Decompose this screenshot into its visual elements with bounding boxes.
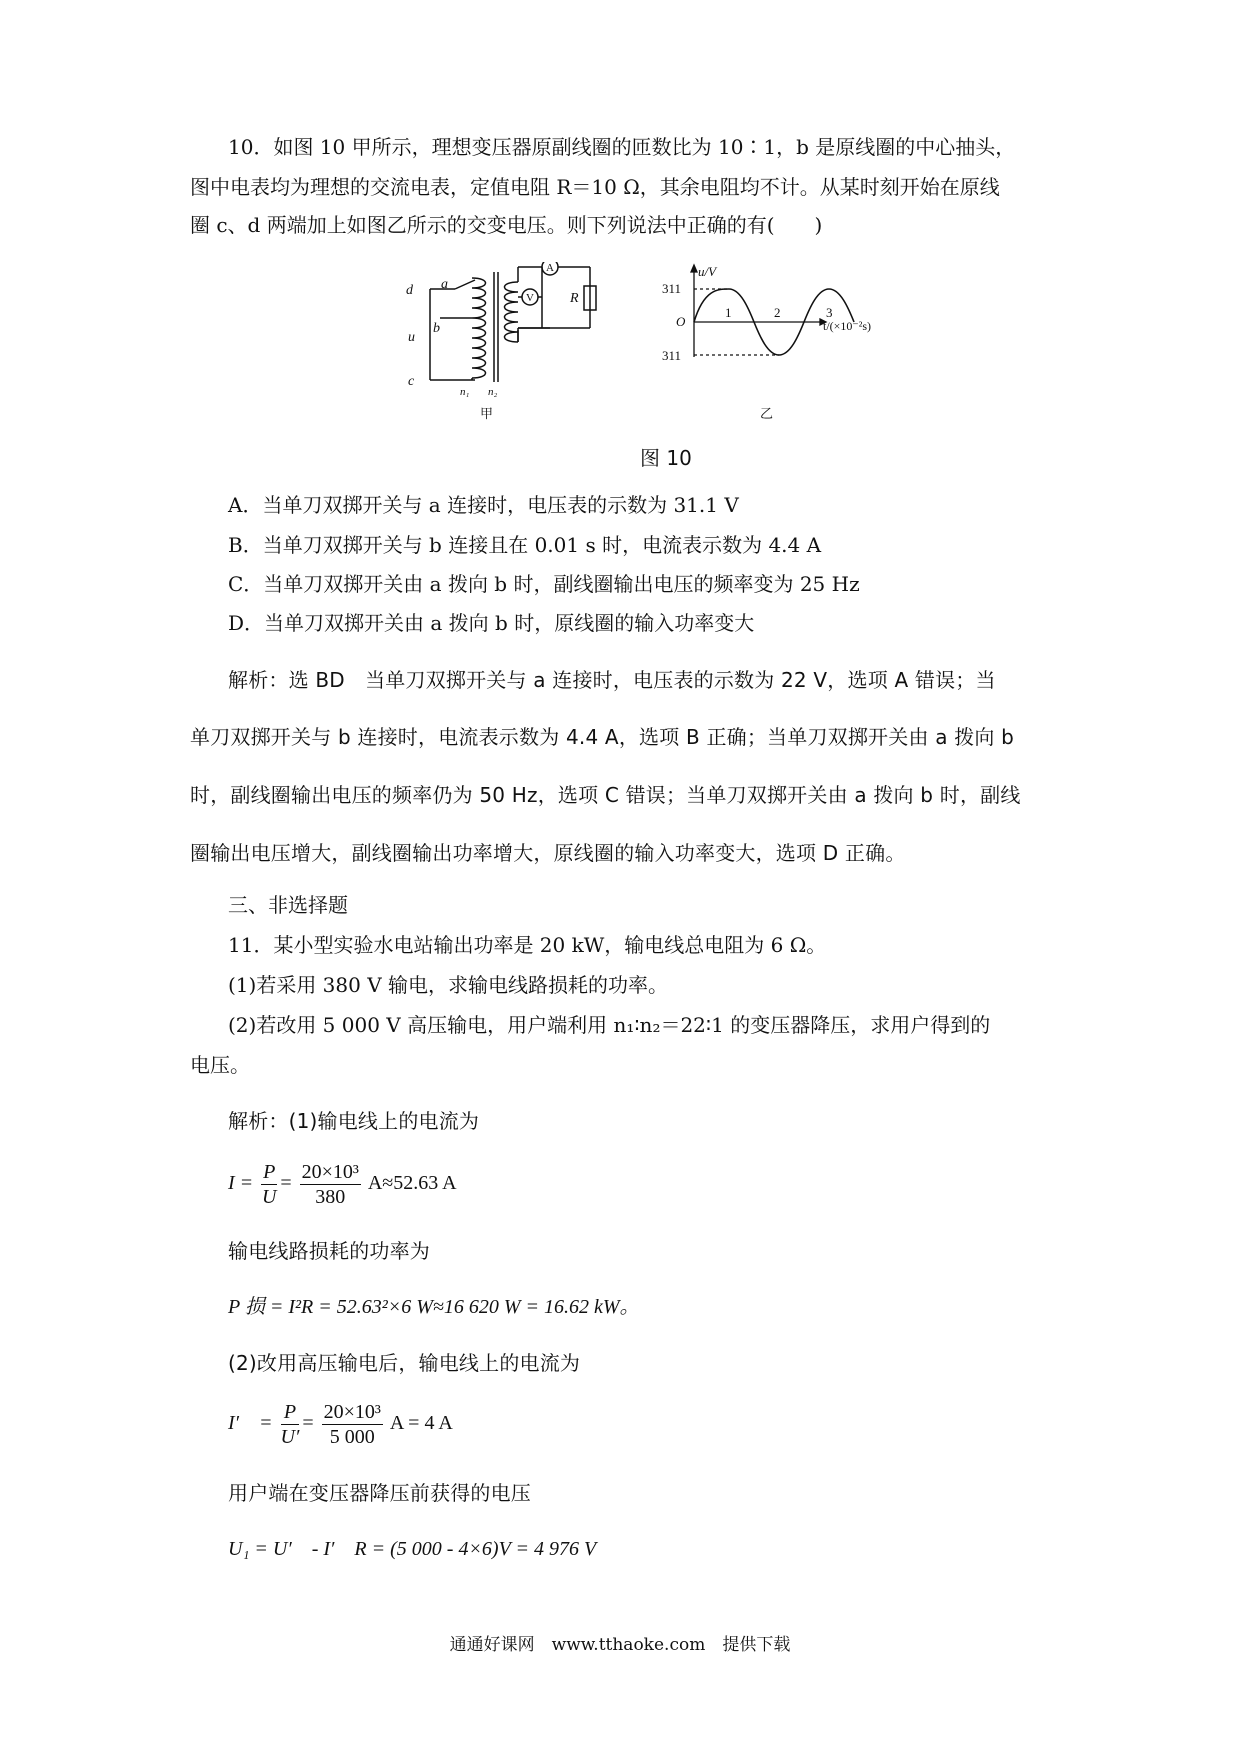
option-b: B．当单刀双掷开关与 b 连接且在 0.01 s 时，电流表示数为 4.4 A [228, 533, 822, 557]
eq1-rhs: A≈52.63 A [367, 1172, 457, 1194]
label-A: A [546, 262, 554, 274]
graph-xlabel: t/(×10⁻²s) [823, 319, 872, 333]
q11-sol1: 解析：(1)输电线上的电流为 [228, 1109, 480, 1133]
eq1-p: P [263, 1160, 276, 1183]
eq1-den: 380 [315, 1185, 346, 1208]
label-d: d [406, 283, 413, 298]
option-a: A．当单刀双掷开关与 a 连接时，电压表的示数为 31.1 V [228, 493, 739, 517]
eq3-lhs: I′ = [228, 1412, 273, 1434]
label-a: a [441, 277, 448, 292]
q11-part2a: (2)若改用 5 000 V 高压输电，用户端利用 n₁∶n₂＝22∶1 的变压器降压，求用户得到的 [228, 1013, 991, 1037]
q11-sol2: 输电线路损耗的功率为 [228, 1239, 430, 1263]
section-heading: 三、非选择题 [228, 893, 348, 917]
eq3-num: 20×10³ [323, 1400, 381, 1423]
q11-stem: 11．某小型实验水电站输出功率是 20 kW，输电线总电阻为 6 Ω。 [228, 933, 827, 957]
eq3-frac-pu [281, 1400, 300, 1449]
eq1-frac-values [300, 1160, 361, 1209]
label-n2: n₂ [488, 386, 498, 398]
option-c: C．当单刀双掷开关由 a 拨向 b 时，副线圈输出电压的频率变为 25 Hz [228, 572, 860, 596]
label-c: c [408, 374, 415, 389]
q10-analysis-3: 时，副线圈输出电压的频率仍为 50 Hz，选项 C 错误；当单刀双掷开关由 a 拨向 b 时，副线 [190, 783, 1021, 807]
equation-2: P 损 = I²R = 52.63²×6 W≈16 620 W = 16.62 kW。 [228, 1296, 640, 1318]
q10-line1: 10．如图 10 甲所示，理想变压器原副线圈的匝数比为 10∶1，b 是原线圈的中心抽头， [228, 135, 1016, 159]
eq3-den: 5 000 [329, 1425, 375, 1448]
q10-line3: 圈 c、d 两端加上如图乙所示的交变电压。则下列说法中正确的有( ) [190, 213, 823, 237]
circuit-diagram [400, 262, 640, 422]
q11-sol3: (2)改用高压输电后，输电线上的电流为 [228, 1351, 581, 1375]
eq3-u: U′ [280, 1425, 300, 1448]
eq3-rhs: A = 4 A [389, 1412, 453, 1434]
equation-4: U₁ = U′ - I′ R = (5 000 - 4×6)V = 4 976 V [228, 1538, 597, 1560]
equation-1: I = $\frac{P}{U}$ = $\frac{\text{20×10³}}{380}$ A≈52.63 A [228, 1160, 457, 1208]
eq1-frac-pu [261, 1160, 277, 1209]
eq3-p: P [281, 1400, 300, 1425]
graph-x1: 1 [725, 305, 732, 320]
figure-caption: 图 10 [640, 446, 692, 470]
label-n1: n₁ [460, 386, 470, 398]
eq1-num: 20×10³ [301, 1160, 359, 1183]
graph-x2: 2 [774, 305, 781, 320]
sub-caption-jia: 甲 [480, 406, 494, 421]
equation-3: I′ = $\frac{P}{U'}$ = $\frac{\text{20×10³}}{5 000}$ A = 4 A [228, 1400, 453, 1448]
q10-analysis-1: 解析：选 BD 当单刀双掷开关与 a 连接时，电压表的示数为 22 V，选项 A 错误；当 [228, 668, 996, 692]
graph-x3: 3 [826, 305, 833, 320]
graph-origin: O [676, 314, 686, 329]
label-u: u [408, 330, 415, 345]
label-b: b [433, 321, 440, 336]
option-d: D．当单刀双掷开关由 a 拨向 b 时，原线圈的输入功率变大 [228, 611, 755, 635]
q10-line2: 图中电表均为理想的交流电表，定值电阻 R＝10 Ω，其余电阻均不计。从某时刻开始在原线 [190, 175, 1000, 199]
page-footer: 通通好课网 www.tthaoke.com 提供下载 [449, 1635, 791, 1655]
eq3-frac-values [322, 1400, 383, 1449]
graph-ylabel: u/V [698, 264, 717, 279]
label-R: R [570, 291, 579, 306]
q10-analysis-4: 圈输出电压增大，副线圈输出功率增大，原线圈的输入功率变大，选项 D 正确。 [190, 841, 906, 865]
graph-ytop: 311 [662, 281, 682, 296]
eq1-lhs: I = [228, 1172, 254, 1194]
eq1-u: U [262, 1185, 277, 1208]
q10-analysis-2: 单刀双掷开关与 b 连接时，电流表示数为 4.4 A，选项 B 正确；当单刀双掷开关由 a 拨向 b [190, 725, 1015, 749]
voltage-graph [660, 262, 890, 422]
q11-part2b: 电压。 [190, 1053, 250, 1077]
q11-sol4: 用户端在变压器降压前获得的电压 [228, 1481, 531, 1505]
graph-ybottom: 311 [662, 348, 682, 363]
q11-part1: (1)若采用 380 V 输电，求输电线路损耗的功率。 [228, 973, 669, 997]
label-V: V [526, 292, 534, 304]
sub-caption-yi: 乙 [760, 406, 774, 421]
